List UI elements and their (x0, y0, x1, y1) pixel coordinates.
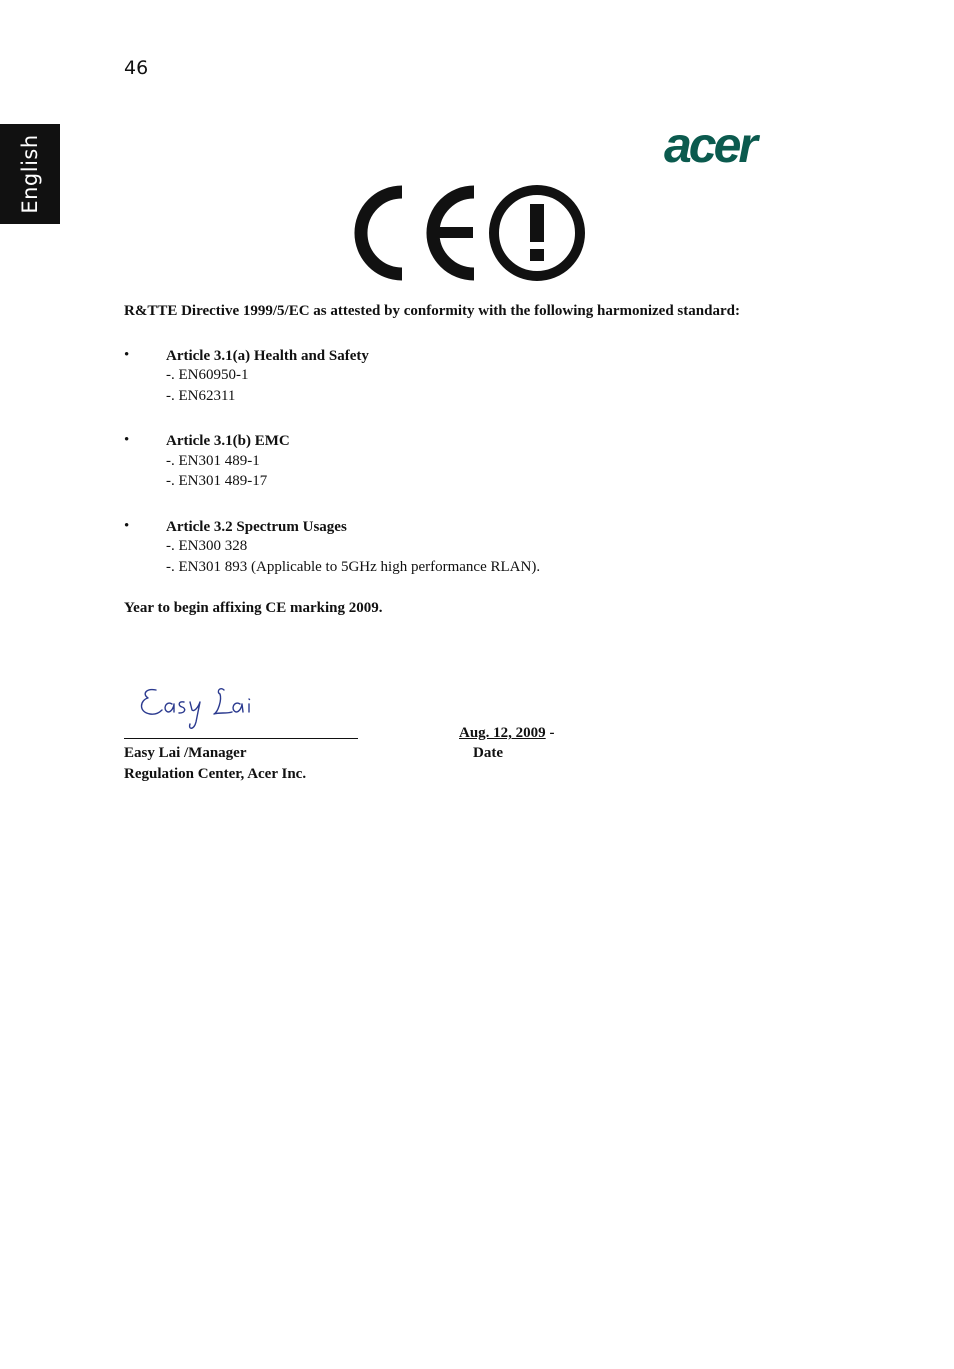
standard-item: -. EN300 328 (166, 538, 248, 554)
bullet-marker: • (124, 432, 130, 448)
language-tab (0, 124, 60, 224)
handwritten-signature (136, 680, 316, 738)
language-tab-label: English (18, 134, 42, 214)
standard-item: -. EN301 489-17 (166, 473, 268, 489)
bullet-marker: • (124, 518, 130, 534)
article-title: Article 3.1(a) Health and Safety (166, 348, 369, 364)
signature-date (459, 724, 554, 742)
acer-logo (664, 122, 806, 170)
date-label: Date (473, 745, 503, 761)
article-title: Article 3.1(b) EMC (166, 433, 290, 449)
svg-text:acer: acer (664, 122, 755, 170)
ce-mark-icon (352, 184, 588, 282)
standard-item: -. EN62311 (166, 388, 236, 404)
date-value: Aug. 12, 2009 (459, 725, 546, 741)
signatory-organization: Regulation Center, Acer Inc. (124, 766, 307, 782)
date-suffix: - (545, 725, 555, 741)
standard-item: -. EN301 893 (Applicable to 5GHz high performance RLAN). (166, 559, 541, 575)
directive-statement: R&TTE Directive 1999/5/EC as attested by conformity with the following harmonized standard: (124, 303, 740, 319)
article-title: Article 3.2 Spectrum Usages (166, 519, 347, 535)
ce-year-statement: Year to begin affixing CE marking 2009. (124, 600, 383, 616)
bullet-marker: • (124, 347, 130, 363)
standard-item: -. EN301 489-1 (166, 453, 260, 469)
page-number: 46 (124, 57, 149, 79)
standard-item: -. EN60950-1 (166, 367, 249, 383)
signatory-name: Easy Lai /Manager (124, 745, 247, 761)
alert-circle-icon (494, 190, 580, 276)
signature-line (124, 738, 358, 739)
